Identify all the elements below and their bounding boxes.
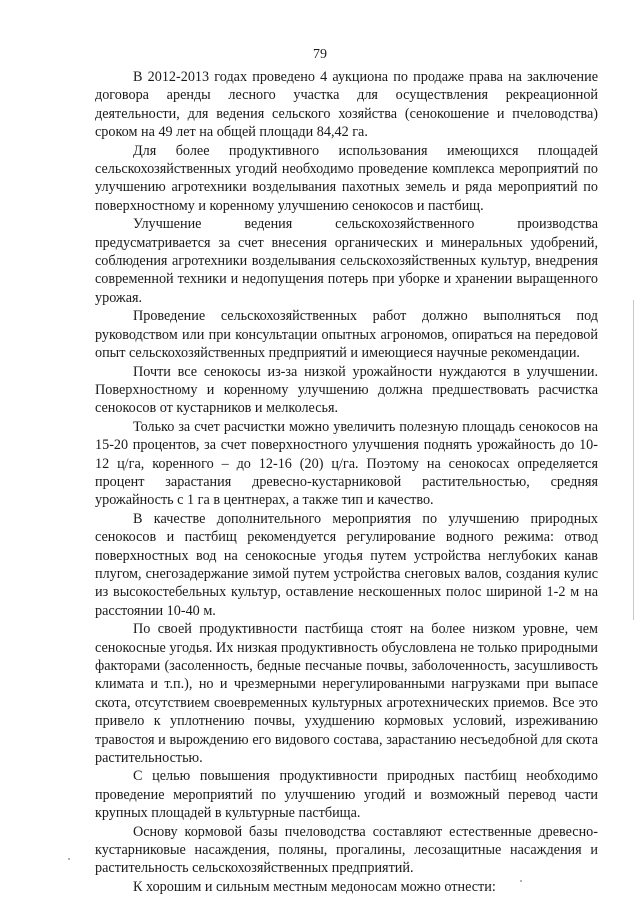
paragraph: В 2012-2013 годах проведено 4 аукциона по продаже права на заключение договора аренды лесного участка для осуществления рекреационной деятельности, для ведения сельского хозяйства (сенокошение и пчеловодства) сроком на 49 лет на общей площади 84,42 га. — [95, 69, 598, 141]
paragraph: Улучшение ведения сельскохозяйственного производства предусматривается за счет внесения органических и минеральных удобрений, соблюдения агротехники возделывания сельскохозяйственных культур, внедрения современной техники и недопущения потерь при уборке и хранении выращенного урожая. — [95, 216, 598, 306]
paragraph: По своей продуктивности пастбища стоят на более низком уровне, чем сенокосные угодья. Их низкая продуктивность обусловлена не только природными факторами (засоленность, бедные песчаные почвы, заболоченность, засушливость климата и т.п.), но и чрезмерными нерегулированными нагрузками при выпасе скота, отсутствием своевременных культурных агротехнических приемов. Все это привело к уплотнению почвы, ухудшению кормовых условий, изреживанию травостоя и вырождению его видового состава, зарастанию несъедобной для скота растительностью. — [95, 621, 598, 767]
paragraph: Почти все сенокосы из-за низкой урожайности нуждаются в улучшении. Поверхностному и коренному улучшению должна предшествовать расчистка сенокосов от кустарников и мелколесья. — [95, 363, 598, 417]
paragraph-last: К хорошим и сильным местным медоносам можно отнести: — [133, 878, 496, 895]
scan-edge-shadow — [633, 300, 634, 620]
paragraph: Проведение сельскохозяйственных работ должно выполняться под руководством или при консультации опытных агрономов, опираться на передовой опыт сельскохозяйственных предприятий и имеющиеся научные рекомендации. — [95, 308, 598, 362]
scan-speck — [68, 858, 70, 860]
scan-speck — [520, 880, 522, 882]
paragraph: В качестве дополнительного мероприятия по улучшению природных сенокосов и пастбищ рекомендуется регулирование водного режима: отвод поверхностных вод на сенокосные угодья путем устройства неглубоких канав плугом, снегозадержание зимой путем устройства снеговых валов, создания кулис из высокостебельных культур, оставление нескошенных полос шириной 1-2 м на расстоянии 10-40 м. — [95, 510, 598, 619]
page-number: 79 — [313, 47, 327, 62]
paragraph: С целью повышения продуктивности природных пастбищ необходимо проведение мероприятий по улучшению угодий и возможный перевод части крупных площадей в культурные пастбища. — [95, 768, 598, 822]
paragraph: Только за счет расчистки можно увеличить полезную площадь сенокосов на 15-20 процентов, за счет поверхностного улучшения поднять урожайность до 10-12 ц/га, коренного – до 12-16 (20) ц/га. Поэтому на сенокосах определяется процент зарастания древесно-кустарниковой растительностью, средняя урожайность с 1 га в центнерах, а также тип и качество. — [95, 418, 598, 509]
paragraph: Для более продуктивного использования имеющихся площадей сельскохозяйственных угодий необходимо проведение комплекса мероприятий по улучшению агротехники возделывания пахотных земель и ряда мероприятий по поверхностному и коренному улучшению сенокосов и пастбищ. — [95, 142, 598, 214]
document-body — [95, 68, 598, 896]
paragraph: Основу кормовой базы пчеловодства составляют естественные древесно-кустарниковые насаждения, поляны, прогалины, лесозащитные насаждения и растительность сельскохозяйственных предприятий. — [95, 823, 598, 877]
